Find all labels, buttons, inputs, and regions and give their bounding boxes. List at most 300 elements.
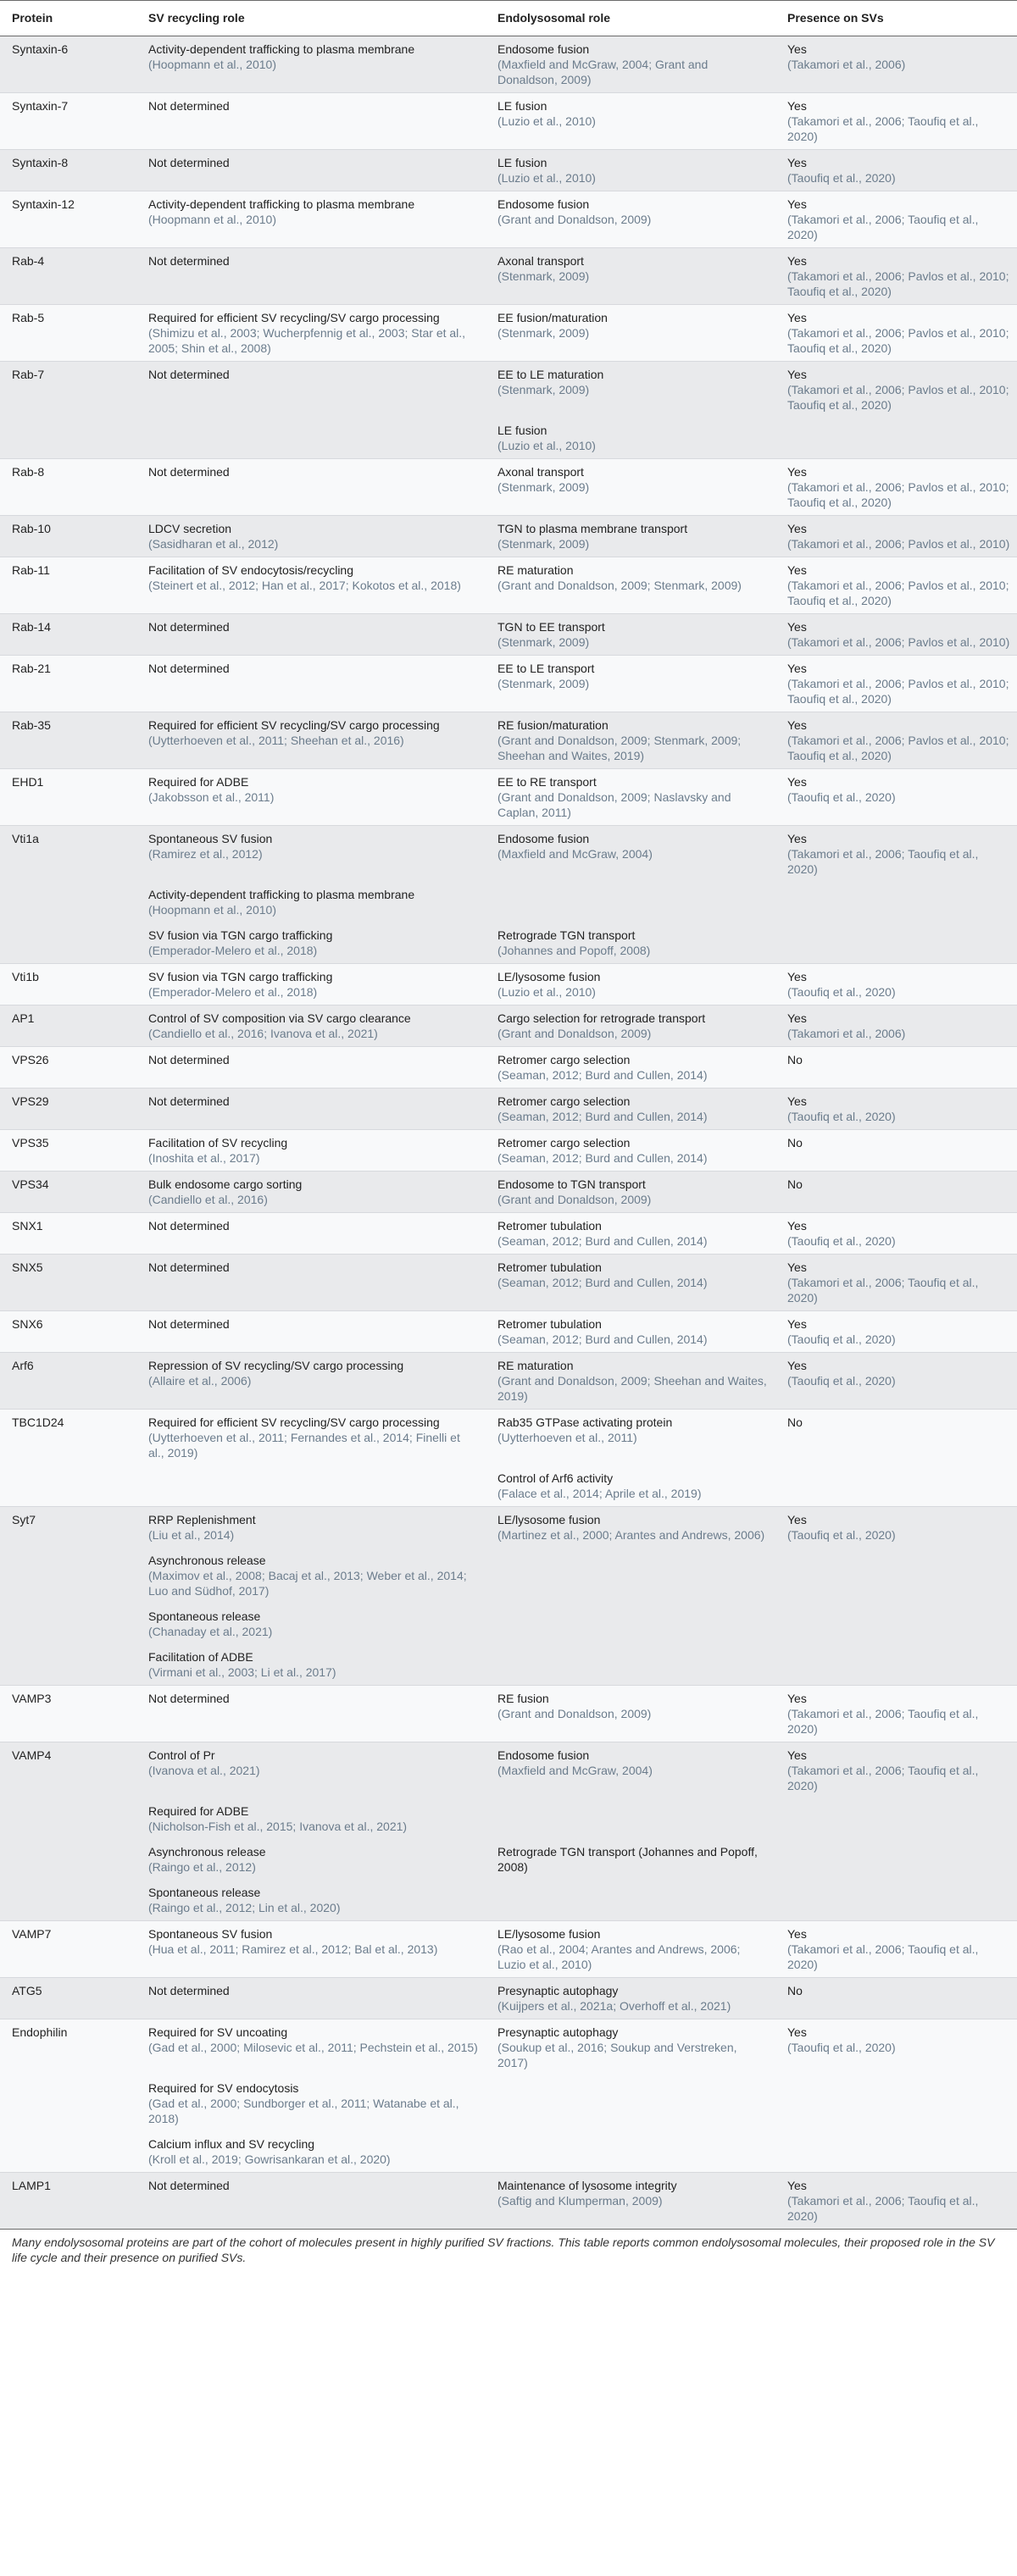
role-reference: (Liu et al., 2014) [148,1528,235,1542]
presence-text: Yes [787,1317,807,1331]
role-reference: (Sasidharan et al., 2012) [148,537,279,551]
role-reference: (Seaman, 2012; Burd and Cullen, 2014) [497,1068,708,1082]
role-reference: (Jakobsson et al., 2011) [148,790,275,804]
presence-reference: (Taoufiq et al., 2020) [787,1374,896,1388]
presence-reference: (Takamori et al., 2006; Taoufiq et al., 2020) [787,1764,979,1792]
header-presence-on-svs: Presence on SVs [775,1,1017,36]
presence-text: Yes [787,563,807,577]
role-text: Not determined [148,1984,230,1997]
sv-recycling-role-cell [136,712,486,769]
sv-recycling-role-cell [136,305,486,362]
presence-on-svs-cell [775,1130,1017,1172]
role-text: SV fusion via TGN cargo trafficking [148,970,333,983]
table-row [0,882,1017,922]
role-reference: (Stenmark, 2009) [497,383,590,396]
role-text: Calcium influx and SV recycling [148,2137,315,2151]
role-block [148,1218,479,1233]
role-block [148,1260,479,1275]
presence-text: Yes [787,718,807,732]
role-block [497,1691,769,1721]
header-endolysosomal-role: Endolysosomal role [486,1,775,36]
role-text: Not determined [148,1317,230,1331]
presence-on-svs-cell [775,614,1017,656]
presence-text: Yes [787,662,807,675]
role-block [148,969,479,1000]
role-text: Maintenance of lysosome integrity [497,2179,677,2192]
table-row [0,1798,1017,1839]
role-block [148,1983,479,1998]
presence-on-svs-cell [775,1978,1017,2019]
presence-reference: (Takamori et al., 2006; Pavlos et al., 2010; Taoufiq et al., 2020) [787,579,1009,607]
table-row [0,1921,1017,1978]
role-block [497,1926,769,1972]
role-reference: (Uytterhoeven et al., 2011) [497,1431,637,1444]
role-block [148,1094,479,1109]
presence-on-svs-cell [775,1005,1017,1047]
presence-on-svs-cell [775,1921,1017,1978]
role-reference: (Candiello et al., 2016; Ivanova et al., 2021) [148,1027,378,1040]
endolysosomal-role-cell [486,36,775,93]
role-block [497,367,769,397]
sv-recycling-role-cell [136,922,486,964]
presence-on-svs-cell [775,2019,1017,2076]
protein-cell: Vti1b [0,964,136,1005]
endolysosomal-role-cell [486,516,775,557]
presence-text: No [787,1053,803,1066]
table-row [0,36,1017,93]
protein-cell: Endophilin [0,2019,136,2076]
role-reference: (Grant and Donaldson, 2009) [497,1027,652,1040]
presence-reference: (Taoufiq et al., 2020) [787,1234,896,1248]
sv-recycling-role-cell [136,516,486,557]
role-reference: (Ramirez et al., 2012) [148,847,263,861]
presence-text: Yes [787,1094,807,1108]
presence-text: Yes [787,1219,807,1233]
protein-cell: VAMP7 [0,1921,136,1978]
role-text: LE/lysosome fusion [497,970,601,983]
table-row [0,1130,1017,1172]
table-row [0,1005,1017,1047]
role-text: Not determined [148,465,230,479]
presence-text: Yes [787,2179,807,2192]
sv-recycling-role-cell [136,1798,486,1839]
role-text: Required for ADBE [148,1804,249,1818]
role-text: Not determined [148,1053,230,1066]
presence-on-svs-cell [775,2173,1017,2230]
presence-on-svs-cell [775,1880,1017,1921]
role-reference: (Kuijpers et al., 2021a; Overhoff et al., 2021) [497,1999,731,2013]
presence-text: Yes [787,620,807,634]
endolysosomal-role-cell [486,1465,775,1507]
role-reference: (Johannes and Popoff, 2008) [497,944,651,957]
role-block [497,1094,769,1124]
role-text: Control of SV composition via SV cargo clearance [148,1011,411,1025]
role-block [148,367,479,382]
sv-recycling-role-cell [136,826,486,883]
role-text: Not determined [148,99,230,113]
sv-recycling-role-cell [136,1604,486,1644]
protein-cell [0,2131,136,2173]
role-reference: (Hua et al., 2011; Ramirez et al., 2012; Bal et al., 2013) [148,1942,438,1956]
presence-on-svs-cell [775,1465,1017,1507]
role-block [497,42,769,87]
endolysosomal-role-cell [486,1172,775,1213]
presence-on-svs-cell [775,362,1017,418]
table-row [0,1311,1017,1353]
sv-recycling-role-cell [136,1047,486,1089]
table-row [0,93,1017,150]
role-reference: (Maximov et al., 2008; Bacaj et al., 2013; Weber et al., 2014; Luo and Südhof, 2017) [148,1569,467,1598]
endolysosomal-role-cell [486,1410,775,1466]
role-text: Retromer tubulation [497,1260,602,1274]
presence-on-svs-cell [775,656,1017,712]
role-text: Bulk endosome cargo sorting [148,1177,303,1191]
role-text: Presynaptic autophagy [497,2025,619,2039]
role-block [148,1691,479,1706]
presence-reference: (Takamori et al., 2006; Taoufiq et al., 2020) [787,1707,979,1736]
role-text: Endosome fusion [497,1748,590,1762]
protein-cell: Syntaxin-12 [0,191,136,248]
role-reference: (Hoopmann et al., 2010) [148,58,276,71]
role-block [497,1471,769,1501]
presence-on-svs-cell [775,248,1017,305]
role-text: LE fusion [497,156,547,169]
presence-text: Yes [787,522,807,535]
role-text: EE to RE transport [497,775,597,789]
table-row [0,248,1017,305]
endolysosomal-role-cell [486,248,775,305]
endolysosomal-role-cell [486,191,775,248]
sv-recycling-role-cell [136,1089,486,1130]
sv-recycling-role-cell [136,2131,486,2173]
role-text: Axonal transport [497,465,584,479]
protein-cell [0,2075,136,2131]
protein-cell: Rab-35 [0,712,136,769]
role-block [148,464,479,479]
role-block [497,969,769,1000]
table-row [0,826,1017,883]
role-reference: (Falace et al., 2014; Aprile et al., 2019) [497,1487,702,1500]
header-protein: Protein [0,1,136,36]
role-block [497,521,769,551]
role-block [497,1177,769,1207]
role-block [497,619,769,650]
table-header [0,1,1017,36]
role-block [497,423,769,453]
sv-recycling-role-cell [136,1644,486,1686]
presence-on-svs-cell [775,964,1017,1005]
role-text: Spontaneous SV fusion [148,1927,273,1941]
role-block [148,1748,479,1778]
role-text: Endosome fusion [497,42,590,56]
sv-recycling-role-cell [136,191,486,248]
protein-cell: EHD1 [0,769,136,826]
role-reference: (Kroll et al., 2019; Gowrisankaran et al., 2020) [148,2152,391,2166]
presence-text: Yes [787,2025,807,2039]
table-row [0,516,1017,557]
sv-recycling-role-cell [136,1978,486,2019]
sv-recycling-role-cell [136,1839,486,1880]
endolysosomal-role-cell [486,1130,775,1172]
sv-recycling-role-cell [136,362,486,418]
role-reference: (Steinert et al., 2012; Han et al., 2017; Kokotos et al., 2018) [148,579,461,592]
role-text: Facilitation of ADBE [148,1650,253,1664]
role-block [148,1803,479,1834]
presence-reference: (Takamori et al., 2006; Pavlos et al., 2010) [787,635,1010,649]
role-text: Presynaptic autophagy [497,1984,619,1997]
sv-recycling-role-cell [136,459,486,516]
presence-reference: (Takamori et al., 2006; Pavlos et al., 2010; Taoufiq et al., 2020) [787,677,1009,706]
role-reference: (Seaman, 2012; Burd and Cullen, 2014) [497,1234,708,1248]
role-text: Endosome to TGN transport [497,1177,646,1191]
table-row [0,2173,1017,2230]
protein-cell: Rab-10 [0,516,136,557]
role-text: Not determined [148,620,230,634]
role-text: Required for SV uncoating [148,2025,288,2039]
role-text: Retromer cargo selection [497,1136,631,1150]
protein-cell: TBC1D24 [0,1410,136,1466]
role-block [148,1926,479,1957]
table-row [0,1410,1017,1466]
role-text: Activity-dependent trafficking to plasma membrane [148,42,415,56]
role-text: EE fusion/maturation [497,311,608,324]
endolysosomal-role-cell [486,1880,775,1921]
role-text: LDCV secretion [148,522,232,535]
presence-on-svs-cell [775,459,1017,516]
role-text: LE fusion [497,424,547,437]
role-text: RRP Replenishment [148,1513,256,1526]
table-row [0,1507,1017,1548]
presence-on-svs-cell [775,36,1017,93]
role-reference: (Emperador-Melero et al., 2018) [148,944,318,957]
role-block [148,1553,479,1598]
role-block [497,253,769,284]
role-block [148,2080,479,2126]
role-reference: (Gad et al., 2000; Milosevic et al., 2011; Pechstein et al., 2015) [148,2041,478,2054]
table-row [0,769,1017,826]
endolysosomal-role-cell [486,557,775,614]
sv-recycling-role-cell [136,248,486,305]
role-reference: (Uytterhoeven et al., 2011; Fernandes et al., 2014; Finelli et al., 2019) [148,1431,460,1460]
role-text: Retrograde TGN transport [497,928,636,942]
protein-cell [0,882,136,922]
sv-recycling-role-cell [136,1255,486,1311]
protein-cell: Syntaxin-8 [0,150,136,191]
protein-cell: VPS29 [0,1089,136,1130]
presence-reference: (Taoufiq et al., 2020) [787,1110,896,1123]
role-block [497,1135,769,1166]
role-block [148,774,479,805]
role-text: Facilitation of SV recycling [148,1136,288,1150]
role-reference: (Stenmark, 2009) [497,537,590,551]
presence-on-svs-cell [775,922,1017,964]
sv-recycling-role-cell [136,1465,486,1507]
presence-reference: (Takamori et al., 2006; Taoufiq et al., 2020) [787,213,979,241]
protein-cell: VAMP3 [0,1686,136,1742]
role-block [497,1512,769,1543]
presence-text: No [787,1177,803,1191]
presence-text: Yes [787,156,807,169]
role-reference: (Raingo et al., 2012) [148,1860,256,1874]
endolysosomal-role-cell [486,1507,775,1548]
protein-cell [0,1880,136,1921]
role-block [148,1512,479,1543]
table-row [0,305,1017,362]
role-reference: (Grant and Donaldson, 2009; Stenmark, 2009) [497,579,742,592]
role-reference: (Luzio et al., 2010) [497,171,596,185]
presence-on-svs-cell [775,418,1017,459]
role-reference: (Grant and Donaldson, 2009; Naslavsky and Caplan, 2011) [497,790,731,819]
role-text: Spontaneous SV fusion [148,832,273,845]
endolysosomal-role-cell [486,1005,775,1047]
endolysosomal-role-cell [486,2019,775,2076]
role-block [148,1649,479,1680]
presence-on-svs-cell [775,1798,1017,1839]
endolysosomal-role-cell [486,150,775,191]
role-block [497,2178,769,2208]
table-row [0,1644,1017,1686]
role-text: RE fusion [497,1692,549,1705]
endolysosomal-role-cell [486,2173,775,2230]
protein-cell [0,1644,136,1686]
sv-recycling-role-cell [136,769,486,826]
role-text: RE maturation [497,563,574,577]
sv-recycling-role-cell [136,418,486,459]
table-row [0,191,1017,248]
protein-cell: SNX6 [0,1311,136,1353]
presence-reference: (Takamori et al., 2006) [787,58,906,71]
role-reference: (Hoopmann et al., 2010) [148,903,276,917]
presence-text: Yes [787,1513,807,1526]
presence-text: Yes [787,970,807,983]
role-text: Not determined [148,1094,230,1108]
role-reference: (Gad et al., 2000; Sundborger et al., 2011; Watanabe et al., 2018) [148,2097,459,2125]
sv-recycling-role-cell [136,964,486,1005]
endolysosomal-role-cell [486,418,775,459]
role-block [497,310,769,341]
presence-text: Yes [787,775,807,789]
role-text: Not determined [148,1260,230,1274]
role-reference: (Maxfield and McGraw, 2004) [497,847,653,861]
protein-cell [0,418,136,459]
presence-on-svs-cell [775,1686,1017,1742]
role-block [148,1052,479,1067]
role-reference: (Martinez et al., 2000; Arantes and Andrews, 2006) [497,1528,765,1542]
presence-on-svs-cell [775,1410,1017,1466]
role-reference: (Maxfield and McGraw, 2004) [497,1764,653,1777]
presence-on-svs-cell [775,1172,1017,1213]
protein-cell [0,1604,136,1644]
role-block [148,42,479,72]
role-reference: (Grant and Donaldson, 2009) [497,1707,652,1720]
presence-reference: (Taoufiq et al., 2020) [787,1332,896,1346]
endolysosomal-role-cell [486,1548,775,1604]
table-row [0,2075,1017,2131]
sv-recycling-role-cell [136,2075,486,2131]
role-block [497,717,769,763]
presence-on-svs-cell [775,826,1017,883]
role-reference: (Seaman, 2012; Burd and Cullen, 2014) [497,1151,708,1165]
role-reference: (Ivanova et al., 2021) [148,1764,260,1777]
presence-reference: (Takamori et al., 2006) [787,1027,906,1040]
role-block [497,562,769,593]
presence-reference: (Takamori et al., 2006; Taoufiq et al., 2020) [787,1942,979,1971]
presence-reference: (Taoufiq et al., 2020) [787,790,896,804]
sv-recycling-role-cell [136,93,486,150]
role-text: Not determined [148,156,230,169]
role-text: Control of Pr [148,1748,215,1762]
role-block [148,2178,479,2193]
presence-text: No [787,1415,803,1429]
table-row [0,656,1017,712]
endolysosomal-role-cell [486,2075,775,2131]
role-text: LE/lysosome fusion [497,1927,601,1941]
endolysosomal-role-cell [486,1311,775,1353]
protein-cell [0,1798,136,1839]
presence-reference: (Taoufiq et al., 2020) [787,2041,896,2054]
presence-reference: (Taoufiq et al., 2020) [787,1528,896,1542]
role-reference: (Seaman, 2012; Burd and Cullen, 2014) [497,1276,708,1289]
presence-on-svs-cell [775,1353,1017,1410]
role-block [148,928,479,958]
sv-recycling-role-cell [136,656,486,712]
presence-text: Yes [787,368,807,381]
role-block [497,1358,769,1404]
presence-text: Yes [787,197,807,211]
role-block [497,1218,769,1249]
sv-recycling-role-cell [136,150,486,191]
role-reference: (Hoopmann et al., 2010) [148,213,276,226]
protein-cell: LAMP1 [0,2173,136,2230]
table-row [0,964,1017,1005]
table-row [0,1604,1017,1644]
role-reference: (Stenmark, 2009) [497,635,590,649]
protein-cell: Rab-8 [0,459,136,516]
presence-on-svs-cell [775,150,1017,191]
endolysosomal-role-cell [486,964,775,1005]
sv-recycling-role-cell [136,1130,486,1172]
role-text: Control of Arf6 activity [497,1471,614,1485]
presence-reference: (Takamori et al., 2006; Taoufiq et al., 2020) [787,1276,979,1305]
endolysosomal-role-cell [486,1213,775,1255]
presence-on-svs-cell [775,1047,1017,1089]
role-reference: (Seaman, 2012; Burd and Cullen, 2014) [497,1110,708,1123]
role-text: Cargo selection for retrograde transport [497,1011,706,1025]
role-block [148,155,479,170]
presence-on-svs-cell [775,1507,1017,1548]
role-block [497,1260,769,1290]
table-row [0,150,1017,191]
sv-recycling-role-cell [136,557,486,614]
role-text: Retromer cargo selection [497,1053,631,1066]
role-reference: (Maxfield and McGraw, 2004; Grant and Donaldson, 2009) [497,58,709,86]
protein-cell: ATG5 [0,1978,136,2019]
presence-text: Yes [787,1011,807,1025]
sv-recycling-role-cell [136,1686,486,1742]
role-text: Endosome fusion [497,197,590,211]
role-text: Not determined [148,1219,230,1233]
presence-text: No [787,1984,803,1997]
role-reference: (Shimizu et al., 2003; Wucherpfennig et al., 2003; Star et al., 2005; Shin et al., 2008) [148,326,466,355]
role-reference: (Stenmark, 2009) [497,677,590,690]
protein-cell: VPS35 [0,1130,136,1172]
protein-cell: SNX1 [0,1213,136,1255]
role-reference: (Nicholson-Fish et al., 2015; Ivanova et al., 2021) [148,1820,408,1833]
role-text: Required for efficient SV recycling/SV cargo processing [148,311,440,324]
table-row [0,614,1017,656]
protein-cell: Rab-21 [0,656,136,712]
role-text: Not determined [148,662,230,675]
